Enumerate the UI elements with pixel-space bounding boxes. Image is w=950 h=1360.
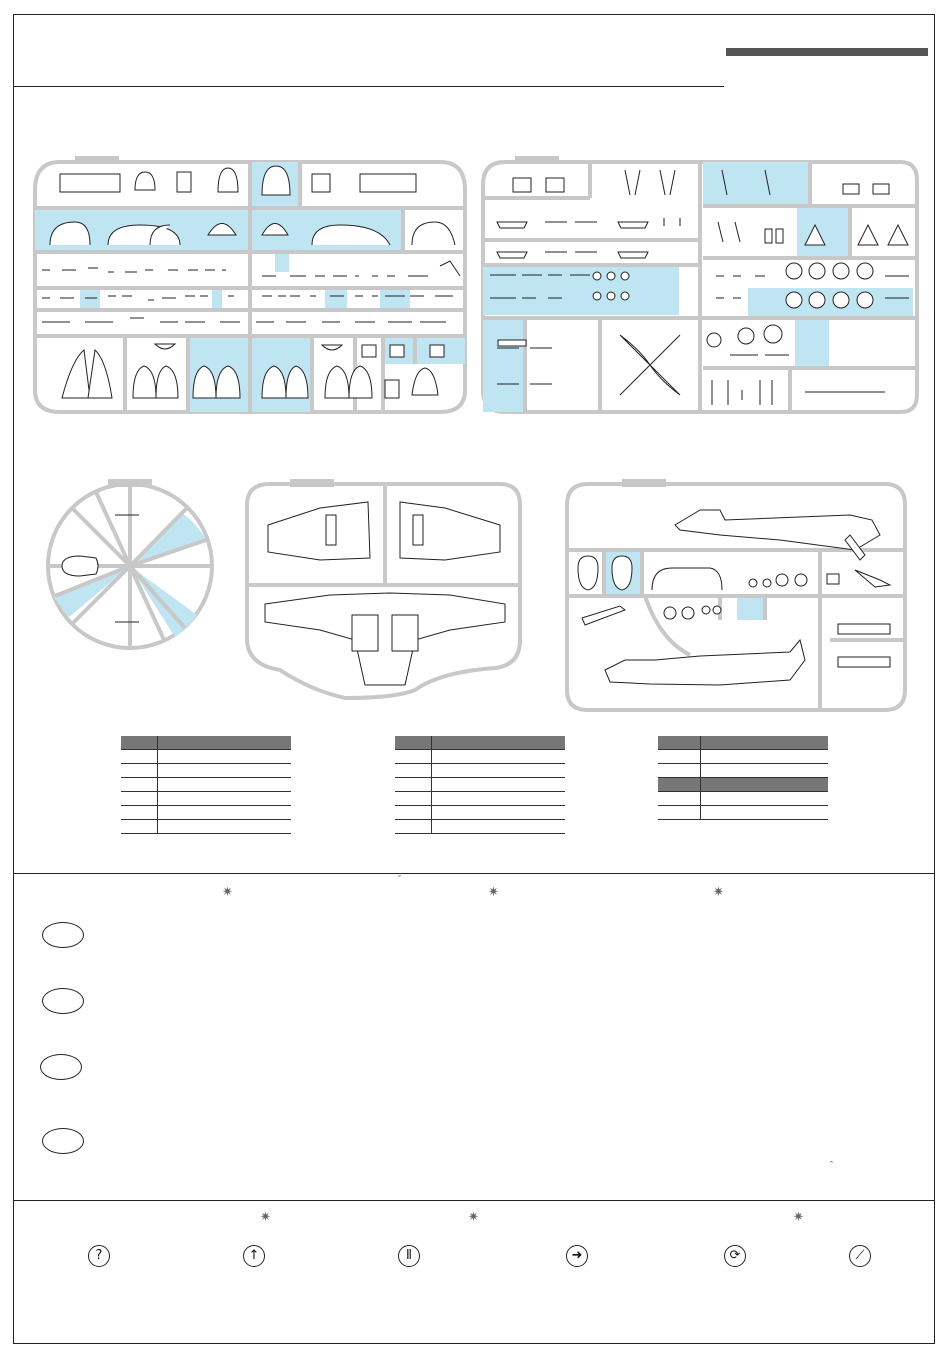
star-icon: ✷ <box>468 1209 479 1224</box>
sprue-4 <box>247 479 520 698</box>
symbols-top-rule <box>14 1200 935 1201</box>
star-icon: ✷ <box>713 884 724 899</box>
caret-mark: ˇ <box>398 874 401 884</box>
striped-paint-icon: ⫴ <box>398 1245 420 1267</box>
cut-knife-icon: ⟋ <box>849 1245 871 1267</box>
language-marker-3 <box>40 1054 82 1080</box>
sprue-2 <box>483 156 917 412</box>
parts-table-2 <box>395 736 565 834</box>
question-mark-icon: ? <box>88 1245 110 1267</box>
parts-table-1 <box>121 736 291 834</box>
parts-table-3 <box>658 736 828 820</box>
language-marker-1 <box>42 922 84 948</box>
arrow-right-icon: ➜ <box>566 1245 588 1267</box>
arrow-up-icon: ↑ <box>243 1245 265 1267</box>
rotate-icon: ⟳ <box>724 1245 746 1267</box>
language-marker-4 <box>42 1128 84 1154</box>
sprue-5 <box>567 479 905 710</box>
star-icon: ✷ <box>222 884 233 899</box>
star-icon: ✷ <box>260 1209 271 1224</box>
star-icon: ✷ <box>793 1209 804 1224</box>
notes-top-rule <box>14 873 935 874</box>
caret-mark: ˆ <box>830 1160 833 1170</box>
star-icon: ✷ <box>488 884 499 899</box>
sprue-1 <box>35 156 465 412</box>
language-marker-2 <box>42 988 84 1014</box>
sprue-3 <box>48 479 212 648</box>
